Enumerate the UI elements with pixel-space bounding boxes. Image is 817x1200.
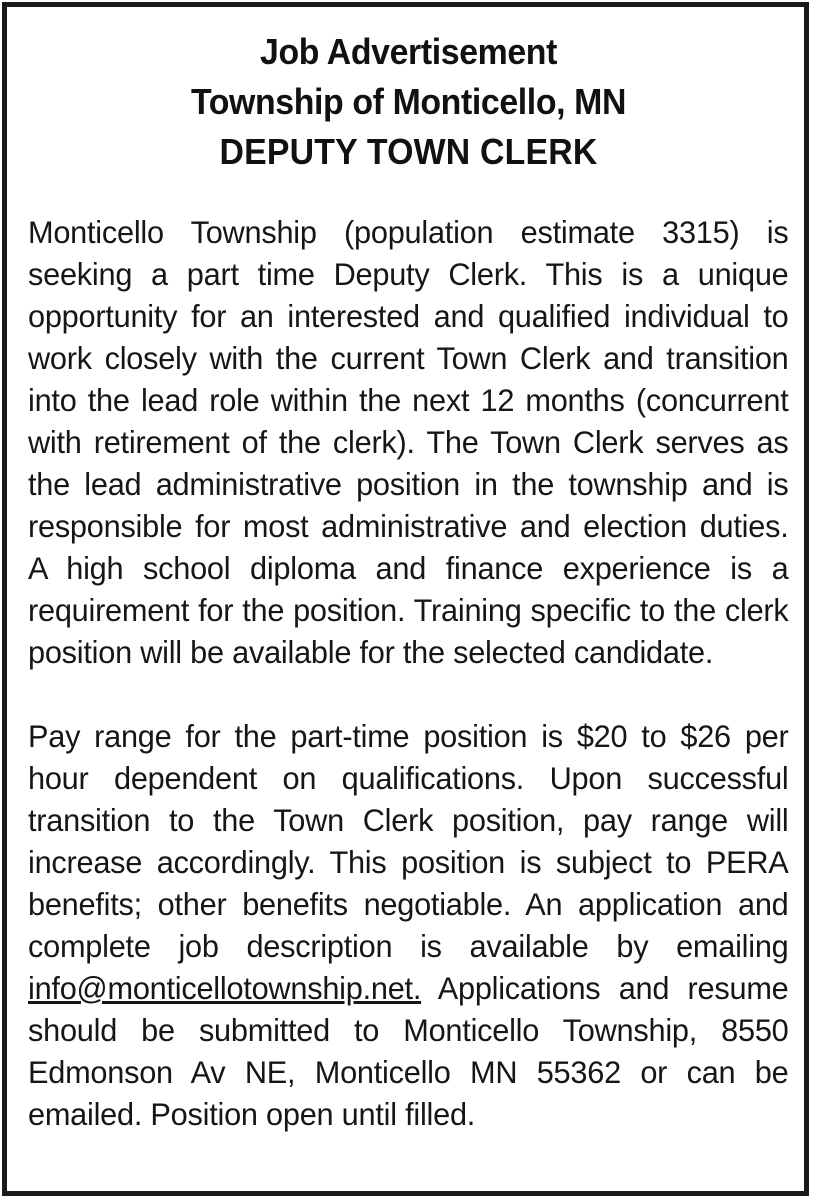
paragraph-text-before-email: Pay range for the part-time position is $20 to $26 per hour dependent on qualifications. Upon successful transition to the Town Clerk position, pay range will increase accordingly. This position is subject to PERA benefits; other benefits negotiable. An application and complete job description is available by emailing bbox=[28, 718, 789, 964]
advertisement-border-frame bbox=[2, 2, 809, 1196]
advertisement-content bbox=[28, 17, 789, 1135]
contact-email-link[interactable]: info@monticellotownship.net. bbox=[28, 970, 422, 1006]
paragraph-compensation-and-application bbox=[28, 715, 789, 1135]
advertisement-heading bbox=[28, 17, 789, 177]
paragraph-text-after-email: Applications and resume should be submitted to Monticello Township, 8550 Edmonson Av NE, Monticello MN 55362 or can be emailed. Position open until filled. bbox=[28, 970, 789, 1132]
heading-line-township: Township of Monticello, MN bbox=[190, 81, 627, 122]
heading-line-position-title: DEPUTY TOWN CLERK bbox=[219, 131, 598, 172]
paragraph-position-overview: Monticello Township (population estimate 3315) is seeking a part time Deputy Clerk. This is a unique opportunity for an interested and qualified individual to work closely with the current Town Clerk and transition into the lead role within the next 12 months (concurrent with retirement of the clerk). The Town Clerk serves as the lead administrative position in the township and is responsible for most administrative and election duties. A high school diploma and finance experience is a requirement for the position. Training specific to the clerk position will be available for the selected candidate. bbox=[28, 214, 789, 670]
advertisement-body bbox=[28, 211, 789, 1135]
heading-line-job-advertisement: Job Advertisement bbox=[259, 31, 557, 72]
